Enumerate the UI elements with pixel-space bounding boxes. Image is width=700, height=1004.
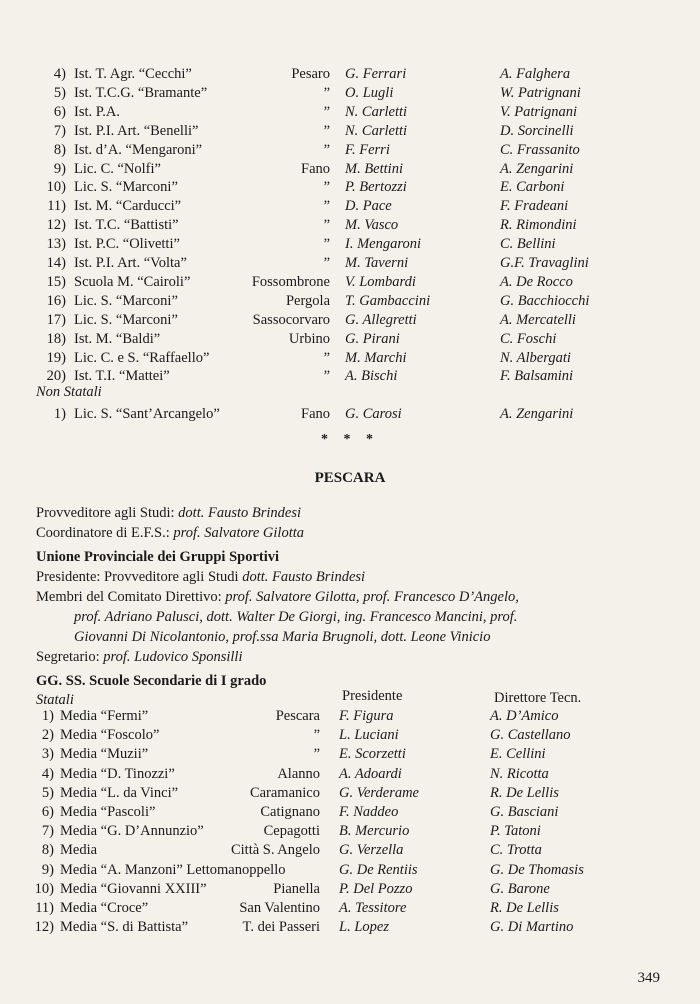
school-town: ” [323,349,330,366]
row-number: 3) [41,746,54,763]
presidente-name: G. Allegretti [345,311,417,328]
table-row [0,102,700,122]
row-number: 17) [46,311,66,328]
school-town: Urbino [288,330,330,347]
column-header-presidente: Presidente [342,688,403,704]
direttore-name: C. Foschi [500,330,557,347]
school-name: Media “Fermi” [60,708,149,724]
table-row [0,121,700,141]
presidente-name: N. Carletti [345,103,408,120]
row-number: 4) [53,66,66,82]
non-statali-label: Non Statali [36,384,102,400]
row-number: 16) [46,292,66,309]
school-name: Ist. P.A. [74,103,120,120]
school-town: ” [323,122,330,139]
direttore-name: A. De Rocco [500,273,573,290]
presidente-name: M. Bettini [345,160,403,177]
school-town: ” [323,217,330,234]
school-name: Ist. P.I. Art. “Volta” [74,255,187,271]
direttore-name: E. Carboni [500,179,565,196]
row-number: 10) [34,880,54,897]
row-number: 14) [46,255,66,271]
statali-label: Statali [36,692,74,708]
school-town: Fano [301,406,330,422]
school-name: Lic. C. e S. “Raffaello” [74,349,210,366]
coordinatore-line [36,523,304,543]
table-row [0,83,700,103]
provveditore-line [36,503,301,523]
row-number: 18) [46,330,66,347]
comitato-line-1 [36,587,519,607]
provveditore-name: dott. Fausto Brindesi [178,505,302,521]
school-town: ” [323,103,330,120]
school-name: Lic. S. “Marconi” [74,311,178,328]
school-town: Pianella [273,880,320,897]
row-number: 5) [41,784,54,801]
presidente-name: D. Pace [345,198,392,215]
row-number: 6) [41,804,54,820]
direttore-name: A. Mercatelli [500,311,576,328]
table-row [0,917,700,937]
table-row [0,177,700,197]
school-town: San Valentino [239,900,320,916]
presidente-name: M. Taverni [345,255,409,271]
presidente-name: B. Mercurio [339,823,410,840]
direttore-name: R. De Lellis [490,784,559,801]
coordinatore-label: Coordinatore di E.F.S.: [36,525,170,541]
school-name: Media “Croce” [60,900,149,916]
school-town: ” [313,727,320,744]
school-name: Ist. T.C.G. “Bramante” [74,84,208,101]
table-row [0,291,700,311]
direttore-name: G. Di Martino [490,919,574,936]
school-name: Media “Foscolo” [60,727,160,744]
school-town: Caramanico [249,784,320,801]
coordinatore-name: prof. Salvatore Gilotta [173,525,305,541]
school-name: Ist. d’A. “Mengaroni” [74,141,203,158]
presidente-name: G. Carosi [345,406,402,422]
row-number: 11) [47,198,66,215]
school-name: Lic. S. “Marconi” [74,179,178,196]
row-number: 1) [41,708,54,724]
presidente-name: G. Pirani [345,330,400,347]
school-town: ” [323,84,330,101]
school-town: ” [323,236,330,253]
presidente-name: A. Adoardi [339,765,402,782]
school-town: Città S. Angelo [230,842,320,859]
school-town: Catignano [260,804,320,820]
row-number: 8) [41,842,54,859]
column-header-direttore: Direttore Tecn. [494,690,582,706]
school-town: Sassocorvaro [252,311,330,328]
school-name: Media [60,842,98,859]
presidente-name: A. Tessitore [339,900,407,916]
table-row [0,879,700,899]
school-town: Fano [301,160,330,177]
page-number: 349 [637,970,660,986]
row-number: 12) [34,919,54,936]
direttore-name: R. De Lellis [490,900,559,916]
presidente-name: G. Ferrari [345,66,407,82]
school-town: ” [313,746,320,763]
presidente-name: P. Del Pozzo [339,880,413,897]
comitato-members-1: prof. Salvatore Gilotta, prof. Francesco D’Angelo, [225,589,519,605]
table-row [0,744,700,764]
row-number: 11) [35,900,54,916]
direttore-name: W. Patrignani [500,84,581,101]
direttore-name: G.F. Travaglini [500,255,589,271]
school-name: Media “D. Tinozzi” [60,765,175,782]
school-town: T. dei Passeri [242,919,320,936]
presidente-name: G. Verderame [339,784,419,801]
school-name: Scuola M. “Cairoli” [74,273,191,290]
school-town: Cepagotti [263,823,320,840]
presidente-name: I. Mengaroni [345,236,421,253]
segretario-line [36,647,242,667]
school-town: Pescara [275,708,320,724]
school-name: Media “Pascoli” [60,804,156,820]
table-row [0,404,700,424]
presidente-name: G. De Rentiis [339,861,418,878]
table-row [0,802,700,822]
school-name: Ist. T.C. “Battisti” [74,217,179,234]
direttore-name: V. Patrignani [500,103,578,120]
school-town: ” [323,255,330,271]
school-town: ” [323,179,330,196]
gg-ss-title: GG. SS. Scuole Secondarie di I grado [36,673,267,689]
presidente-name: T. Gambaccini [345,292,431,309]
table-row [0,272,700,292]
direttore-name: F. Balsamini [500,368,574,385]
row-number: 10) [46,179,66,196]
presidente-name: F. Ferri [345,141,390,158]
table-row [0,725,700,745]
direttore-name: D. Sorcinelli [500,122,574,139]
row-number: 8) [53,141,66,158]
school-town: ” [323,141,330,158]
table-row [0,783,700,803]
presidente-name: dott. Fausto Brindesi [242,569,366,585]
segretario-label: Segretario: [36,649,100,665]
comitato-label: Membri del Comitato Direttivo: [36,589,222,605]
direttore-name: C. Trotta [490,842,542,859]
direttore-name: P. Tatoni [490,823,541,840]
direttore-name: C. Bellini [500,236,556,253]
presidente-name: G. Verzella [339,842,404,859]
school-name: Ist. P.I. Art. “Benelli” [74,122,199,139]
school-name: Lic. S. “Marconi” [74,292,178,309]
row-number: 19) [46,349,66,366]
school-town: Pergola [285,292,330,309]
row-number: 2) [41,727,54,744]
presidente-name: F. Figura [339,708,394,724]
school-name: Ist. M. “Carducci” [74,198,182,215]
table-row [0,348,700,368]
table-row [0,764,700,784]
row-number: 1) [53,406,66,422]
direttore-name: E. Cellini [490,746,546,763]
school-name: Media “L. da Vinci” [60,784,179,801]
comitato-line-3: Giovanni Di Nicolantonio, prof.ssa Maria Brugnoli, dott. Leone Vinicio [74,629,491,645]
direttore-name: C. Frassanito [500,141,580,158]
provveditore-label: Provveditore agli Studi: [36,505,175,521]
row-number: 9) [41,861,54,878]
direttore-name: R. Rimondini [500,217,577,234]
row-number: 20) [46,368,66,385]
school-name: Lic. C. “Nolfi” [74,160,161,177]
presidente-line [36,567,365,587]
presidente-name: M. Marchi [345,349,407,366]
school-name: Ist. T. Agr. “Cecchi” [74,66,192,82]
school-name: Ist. M. “Baldi” [74,330,161,347]
direttore-name: N. Ricotta [490,765,549,782]
school-name: Lic. S. “Sant’Arcangelo” [74,406,220,422]
direttore-name: G. Barone [490,880,550,897]
row-number: 5) [53,84,66,101]
presidente-name: E. Scorzetti [339,746,406,763]
table-row [0,840,700,860]
direttore-name: G. Basciani [490,804,559,820]
school-town: Pesaro [291,66,330,82]
table-row [0,253,700,273]
school-name: Media “G. D’Annunzio” [60,823,204,840]
table-row [0,215,700,235]
school-name: Media “Giovanni XXIII” [60,880,207,897]
presidente-name: V. Lombardi [345,273,416,290]
presidente-name: P. Bertozzi [345,179,407,196]
school-town: Alanno [277,765,320,782]
school-name: Media “Muzii” [60,746,149,763]
row-number: 6) [53,103,66,120]
direttore-name: A. Falghera [500,66,571,82]
presidente-name: N. Carletti [345,122,408,139]
table-row [0,234,700,254]
row-number: 13) [46,236,66,253]
table-row [0,366,700,386]
direttore-name: N. Albergati [500,349,571,366]
table-row [0,159,700,179]
presidente-name: M. Vasco [345,217,399,234]
school-town: ” [323,368,330,385]
presidente-label: Presidente: Provveditore agli Studi [36,569,239,585]
section-separator: * * * [321,432,379,447]
table-row [0,898,700,918]
direttore-name: G. Castellano [490,727,571,744]
school-town: Fossombrone [251,273,330,290]
table-row [0,196,700,216]
table-row [0,329,700,349]
row-number: 7) [53,122,66,139]
table-row [0,706,700,726]
presidente-name: O. Lugli [345,84,394,101]
direttore-name: A. Zengarini [500,406,574,422]
presidente-name: A. Bischi [345,368,398,385]
direttore-name: A. D’Amico [490,708,559,724]
presidente-name: L. Lopez [339,919,389,936]
table-row [0,860,700,880]
table-row [0,310,700,330]
direttore-name: G. Bacchiocchi [500,292,590,309]
presidente-name: L. Luciani [339,727,399,744]
row-number: 7) [41,823,54,840]
comitato-line-2: prof. Adriano Palusci, dott. Walter De Giorgi, ing. Francesco Mancini, prof. [74,609,518,625]
row-number: 9) [53,160,66,177]
school-name: Media “S. di Battista” [60,919,189,936]
direttore-name: A. Zengarini [500,160,574,177]
table-row [0,140,700,160]
school-name: Media “A. Manzoni” Lettomanoppello [60,861,286,878]
row-number: 4) [41,765,54,782]
row-number: 15) [46,273,66,290]
presidente-name: F. Naddeo [339,804,399,820]
segretario-name: prof. Ludovico Sponsilli [103,649,243,665]
row-number: 12) [46,217,66,234]
school-name: Ist. T.I. “Mattei” [74,368,170,385]
school-name: Ist. P.C. “Olivetti” [74,236,180,253]
unione-title: Unione Provinciale dei Gruppi Sportivi [36,549,280,565]
school-town: ” [323,198,330,215]
province-heading-pescara: PESCARA [314,470,386,486]
direttore-name: F. Fradeani [500,198,569,215]
table-row [0,821,700,841]
table-row [0,64,700,84]
direttore-name: G. De Thomasis [490,861,584,878]
